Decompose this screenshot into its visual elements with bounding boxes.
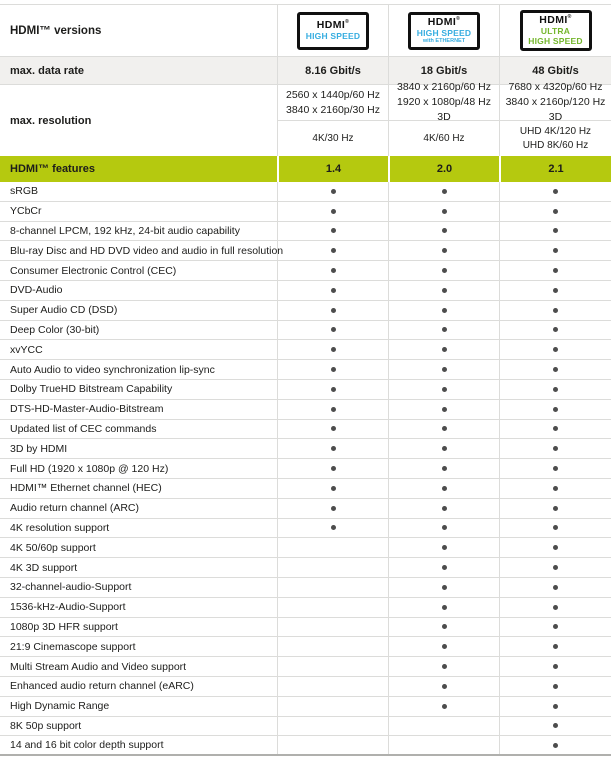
support-dot	[553, 565, 558, 570]
support-cell-hdmi-2-1	[499, 202, 611, 221]
support-cell-hdmi-1-4	[277, 637, 388, 656]
support-dot	[553, 327, 558, 332]
feature-label: xvYCC	[10, 343, 43, 356]
support-dot	[442, 525, 447, 530]
support-dot	[553, 446, 558, 451]
resolution-top-hdmi-1-4	[277, 85, 388, 121]
support-dot	[331, 426, 336, 431]
resolution-line: UHD 4K/120 Hz	[519, 126, 592, 137]
support-cell-hdmi-2-0	[388, 657, 499, 676]
support-cell-hdmi-2-0	[388, 479, 499, 498]
support-cell-hdmi-1-4	[277, 657, 388, 676]
support-cell-hdmi-2-0	[388, 281, 499, 300]
badge-label: HIGH SPEED	[305, 30, 361, 41]
support-cell-hdmi-2-1	[499, 261, 611, 280]
feature-row	[0, 439, 611, 459]
support-cell-hdmi-1-4	[277, 321, 388, 340]
feature-label: 14 and 16 bit color depth support	[10, 739, 164, 752]
feature-row	[0, 340, 611, 360]
support-cell-hdmi-2-0	[388, 261, 499, 280]
support-dot	[553, 426, 558, 431]
features-header-label: HDMI™ features	[10, 163, 95, 175]
support-dot	[331, 189, 336, 194]
support-cell-hdmi-1-4	[277, 697, 388, 716]
support-dot	[331, 367, 336, 372]
feature-label: DVD-Audio	[10, 284, 63, 297]
feature-row	[0, 558, 611, 578]
feature-label: DTS-HD-Master-Audio-Bitstream	[10, 403, 164, 416]
feature-row	[0, 241, 611, 261]
support-cell-hdmi-2-0	[388, 538, 499, 557]
support-dot	[331, 506, 336, 511]
support-dot	[442, 486, 447, 491]
support-dot	[331, 407, 336, 412]
feature-label: 21:9 Cinemascope support	[10, 640, 136, 653]
versions-row	[0, 4, 611, 57]
support-dot	[331, 387, 336, 392]
support-dot	[442, 308, 447, 313]
support-dot	[442, 268, 447, 273]
support-dot	[553, 723, 558, 728]
support-cell-hdmi-2-1	[499, 519, 611, 538]
support-cell-hdmi-2-0	[388, 202, 499, 221]
support-cell-hdmi-2-0	[388, 182, 499, 201]
hdmi-logo: HDMI®	[316, 18, 350, 31]
badge-label: HIGH SPEED	[416, 27, 472, 38]
support-cell-hdmi-2-1	[499, 499, 611, 518]
support-dot	[442, 327, 447, 332]
support-dot	[553, 644, 558, 649]
support-cell-hdmi-2-0	[388, 637, 499, 656]
support-cell-hdmi-2-0	[388, 241, 499, 260]
support-dot	[553, 367, 558, 372]
support-cell-hdmi-2-1	[499, 241, 611, 260]
resolution-line: 4K/60 Hz	[423, 132, 465, 144]
hdmi-high-speed-ethernet-badge	[408, 12, 480, 50]
version-number-2-0: 2.0	[388, 156, 499, 182]
support-cell-hdmi-2-0	[388, 736, 499, 754]
support-cell-hdmi-1-4	[277, 479, 388, 498]
support-cell-hdmi-2-1	[499, 439, 611, 458]
feature-label: Deep Color (30-bit)	[10, 323, 100, 336]
support-cell-hdmi-2-1	[499, 618, 611, 637]
feature-row	[0, 420, 611, 440]
support-cell-hdmi-2-1	[499, 558, 611, 577]
support-dot	[442, 446, 447, 451]
support-cell-hdmi-1-4	[277, 717, 388, 736]
support-cell-hdmi-2-0	[388, 697, 499, 716]
support-cell-hdmi-2-1	[499, 657, 611, 676]
support-cell-hdmi-2-1	[499, 637, 611, 656]
feature-row	[0, 697, 611, 717]
support-cell-hdmi-2-1	[499, 736, 611, 754]
feature-label: Blu-ray Disc and HD DVD video and audio in full resolution	[10, 244, 284, 257]
support-dot	[442, 426, 447, 431]
feature-label: High Dynamic Range	[10, 700, 110, 713]
feature-label: sRGB	[10, 185, 39, 198]
support-cell-hdmi-1-4	[277, 618, 388, 637]
support-dot	[442, 288, 447, 293]
resolution-line: 4K/30 Hz	[312, 132, 354, 144]
badge-cell-ultra-high-speed	[499, 5, 611, 56]
support-cell-hdmi-1-4	[277, 182, 388, 201]
support-cell-hdmi-1-4	[277, 439, 388, 458]
feature-label: 8-channel LPCM, 192 kHz, 24-bit audio capability	[10, 224, 240, 237]
data-rate-hdmi-2-0: 18 Gbit/s	[388, 57, 499, 84]
feature-row	[0, 598, 611, 618]
support-cell-hdmi-1-4	[277, 519, 388, 538]
support-cell-hdmi-2-1	[499, 360, 611, 379]
data-rate-label: max. data rate	[10, 64, 84, 77]
support-dot	[442, 347, 447, 352]
feature-row	[0, 637, 611, 657]
support-dot	[553, 704, 558, 709]
hdmi-logo: HDMI®	[539, 13, 572, 26]
support-cell-hdmi-2-0	[388, 519, 499, 538]
support-dot	[553, 684, 558, 689]
support-dot	[442, 189, 447, 194]
support-cell-hdmi-1-4	[277, 538, 388, 557]
feature-label: HDMI™ Ethernet channel (HEC)	[10, 482, 162, 495]
data-rate-hdmi-1-4: 8.16 Gbit/s	[277, 57, 388, 84]
feature-label: 4K resolution support	[10, 521, 110, 534]
support-dot	[553, 466, 558, 471]
support-cell-hdmi-2-0	[388, 578, 499, 597]
support-dot	[442, 605, 447, 610]
support-cell-hdmi-2-1	[499, 380, 611, 399]
feature-row	[0, 677, 611, 697]
support-dot	[553, 347, 558, 352]
support-dot	[553, 664, 558, 669]
support-cell-hdmi-1-4	[277, 261, 388, 280]
version-number-2-1: 2.1	[499, 156, 611, 182]
support-dot	[442, 407, 447, 412]
support-dot	[553, 308, 558, 313]
support-dot	[331, 486, 336, 491]
support-dot	[442, 545, 447, 550]
support-cell-hdmi-2-0	[388, 717, 499, 736]
feature-row	[0, 202, 611, 222]
feature-row	[0, 736, 611, 756]
support-cell-hdmi-1-4	[277, 578, 388, 597]
feature-label: 3D by HDMI	[10, 442, 68, 455]
support-dot	[553, 506, 558, 511]
feature-label: Multi Stream Audio and Video support	[10, 660, 187, 673]
support-dot	[553, 545, 558, 550]
support-dot	[553, 624, 558, 629]
support-cell-hdmi-2-1	[499, 420, 611, 439]
support-cell-hdmi-1-4	[277, 459, 388, 478]
badge-sublabel: with ETHERNET	[422, 37, 466, 44]
feature-row	[0, 222, 611, 242]
resolution-top-hdmi-2-1	[499, 81, 611, 123]
support-dot	[331, 466, 336, 471]
feature-row	[0, 261, 611, 281]
resolution-line: 3840 x 2160p/30 Hz	[286, 103, 380, 116]
feature-label: 1536-kHz-Audio-Support	[10, 601, 126, 614]
support-cell-hdmi-1-4	[277, 380, 388, 399]
support-dot	[442, 664, 447, 669]
feature-label: 32-channel-audio-Support	[10, 581, 132, 594]
support-cell-hdmi-2-0	[388, 598, 499, 617]
support-dot	[442, 248, 447, 253]
support-cell-hdmi-2-0	[388, 301, 499, 320]
support-dot	[553, 288, 558, 293]
support-cell-hdmi-2-1	[499, 538, 611, 557]
support-cell-hdmi-2-1	[499, 697, 611, 716]
feature-row	[0, 538, 611, 558]
support-cell-hdmi-2-1	[499, 717, 611, 736]
feature-label: Updated list of CEC commands	[10, 422, 157, 435]
support-cell-hdmi-2-1	[499, 222, 611, 241]
feature-row	[0, 301, 611, 321]
support-cell-hdmi-1-4	[277, 400, 388, 419]
hdmi-ultra-high-speed-badge	[520, 10, 592, 51]
feature-label: 4K 3D support	[10, 561, 78, 574]
support-cell-hdmi-1-4	[277, 558, 388, 577]
feature-row	[0, 360, 611, 380]
support-cell-hdmi-2-1	[499, 340, 611, 359]
support-cell-hdmi-2-1	[499, 182, 611, 201]
support-cell-hdmi-2-1	[499, 578, 611, 597]
support-dot	[553, 605, 558, 610]
support-cell-hdmi-2-1	[499, 321, 611, 340]
support-cell-hdmi-2-0	[388, 360, 499, 379]
support-cell-hdmi-2-0	[388, 499, 499, 518]
support-dot	[331, 209, 336, 214]
support-dot	[442, 624, 447, 629]
versions-label: HDMI™ versions	[10, 24, 102, 37]
support-dot	[331, 288, 336, 293]
support-dot	[331, 268, 336, 273]
support-cell-hdmi-2-1	[499, 459, 611, 478]
features-header-row	[0, 156, 611, 182]
support-cell-hdmi-1-4	[277, 420, 388, 439]
feature-label: YCbCr	[10, 205, 42, 218]
support-cell-hdmi-2-0	[388, 677, 499, 696]
feature-row	[0, 717, 611, 737]
feature-label: Full HD (1920 x 1080p @ 120 Hz)	[10, 462, 169, 475]
support-dot	[553, 407, 558, 412]
resolution-line: 3840 x 2160p/60 Hz	[397, 81, 491, 94]
feature-label: 8K 50p support	[10, 719, 82, 732]
features-body	[0, 182, 611, 756]
support-cell-hdmi-2-0	[388, 222, 499, 241]
feature-row	[0, 499, 611, 519]
support-dot	[442, 367, 447, 372]
support-cell-hdmi-2-1	[499, 301, 611, 320]
support-dot	[442, 704, 447, 709]
support-cell-hdmi-1-4	[277, 598, 388, 617]
support-cell-hdmi-2-0	[388, 321, 499, 340]
hdmi-logo: HDMI®	[427, 15, 461, 28]
support-cell-hdmi-2-0	[388, 420, 499, 439]
support-cell-hdmi-1-4	[277, 360, 388, 379]
support-cell-hdmi-2-0	[388, 340, 499, 359]
feature-row	[0, 321, 611, 341]
support-dot	[442, 387, 447, 392]
feature-label: Audio return channel (ARC)	[10, 502, 139, 515]
support-dot	[331, 228, 336, 233]
support-cell-hdmi-1-4	[277, 222, 388, 241]
feature-label: 4K 50/60p support	[10, 541, 96, 554]
support-dot	[331, 525, 336, 530]
feature-row	[0, 459, 611, 479]
feature-row	[0, 182, 611, 202]
support-dot	[553, 486, 558, 491]
hdmi-high-speed-badge	[297, 12, 369, 50]
support-dot	[442, 506, 447, 511]
support-dot	[442, 209, 447, 214]
support-cell-hdmi-2-0	[388, 558, 499, 577]
feature-row	[0, 400, 611, 420]
resolution-line: 1920 x 1080p/48 Hz 3D	[397, 96, 491, 123]
feature-label: Enhanced audio return channel (eARC)	[10, 680, 194, 693]
support-dot	[553, 209, 558, 214]
support-dot	[553, 268, 558, 273]
support-cell-hdmi-1-4	[277, 301, 388, 320]
support-dot	[331, 446, 336, 451]
feature-label: Dolby TrueHD Bitstream Capability	[10, 383, 173, 396]
support-cell-hdmi-1-4	[277, 677, 388, 696]
support-cell-hdmi-2-1	[499, 400, 611, 419]
support-dot	[442, 684, 447, 689]
support-cell-hdmi-2-0	[388, 459, 499, 478]
feature-row	[0, 519, 611, 539]
support-cell-hdmi-2-1	[499, 598, 611, 617]
resolution-bottom-hdmi-2-0	[388, 121, 499, 156]
support-dot	[553, 248, 558, 253]
support-dot	[553, 387, 558, 392]
support-cell-hdmi-1-4	[277, 340, 388, 359]
support-dot	[553, 585, 558, 590]
support-cell-hdmi-2-0	[388, 400, 499, 419]
support-cell-hdmi-2-1	[499, 281, 611, 300]
feature-row	[0, 578, 611, 598]
resolution-label: max. resolution	[10, 114, 92, 127]
support-cell-hdmi-1-4	[277, 241, 388, 260]
resolution-line: UHD 8K/60 Hz	[522, 139, 589, 151]
support-cell-hdmi-1-4	[277, 499, 388, 518]
data-rate-hdmi-2-1: 48 Gbit/s	[499, 57, 611, 84]
support-dot	[331, 347, 336, 352]
feature-row	[0, 618, 611, 638]
badge-cell-high-speed	[277, 5, 388, 56]
support-cell-hdmi-1-4	[277, 736, 388, 754]
support-cell-hdmi-2-1	[499, 677, 611, 696]
support-cell-hdmi-2-1	[499, 479, 611, 498]
support-dot	[331, 248, 336, 253]
resolution-rows	[0, 81, 611, 156]
resolution-line: 7680 x 4320p/60 Hz	[508, 81, 603, 94]
support-cell-hdmi-1-4	[277, 281, 388, 300]
resolution-bottom-hdmi-1-4	[277, 121, 388, 156]
badge-label: HIGH SPEED	[528, 36, 583, 46]
support-dot	[553, 525, 558, 530]
feature-label: Auto Audio to video synchronization lip-sync	[10, 363, 215, 376]
badge-label: ULTRA	[540, 25, 571, 36]
support-dot	[331, 327, 336, 332]
badge-cell-high-speed-ethernet	[388, 5, 499, 56]
support-cell-hdmi-2-0	[388, 380, 499, 399]
support-dot	[442, 565, 447, 570]
feature-label: 1080p 3D HFR support	[10, 620, 118, 633]
resolution-line: 2560 x 1440p/60 Hz	[286, 88, 380, 101]
feature-row	[0, 657, 611, 677]
resolution-bottom-hdmi-2-1	[499, 121, 611, 156]
support-dot	[331, 308, 336, 313]
support-dot	[442, 644, 447, 649]
feature-label: Super Audio CD (DSD)	[10, 304, 118, 317]
support-dot	[553, 743, 558, 748]
support-dot	[442, 466, 447, 471]
feature-label: Consumer Electronic Control (CEC)	[10, 264, 177, 277]
support-dot	[553, 189, 558, 194]
support-cell-hdmi-2-0	[388, 439, 499, 458]
resolution-top-hdmi-2-0	[388, 81, 499, 123]
support-cell-hdmi-1-4	[277, 202, 388, 221]
support-dot	[553, 228, 558, 233]
feature-row	[0, 479, 611, 499]
version-number-1-4: 1.4	[277, 156, 388, 182]
support-dot	[442, 228, 447, 233]
support-cell-hdmi-2-0	[388, 618, 499, 637]
resolution-line: 3840 x 2160p/120 Hz 3D	[505, 96, 606, 123]
feature-row	[0, 380, 611, 400]
support-dot	[442, 585, 447, 590]
feature-row	[0, 281, 611, 301]
